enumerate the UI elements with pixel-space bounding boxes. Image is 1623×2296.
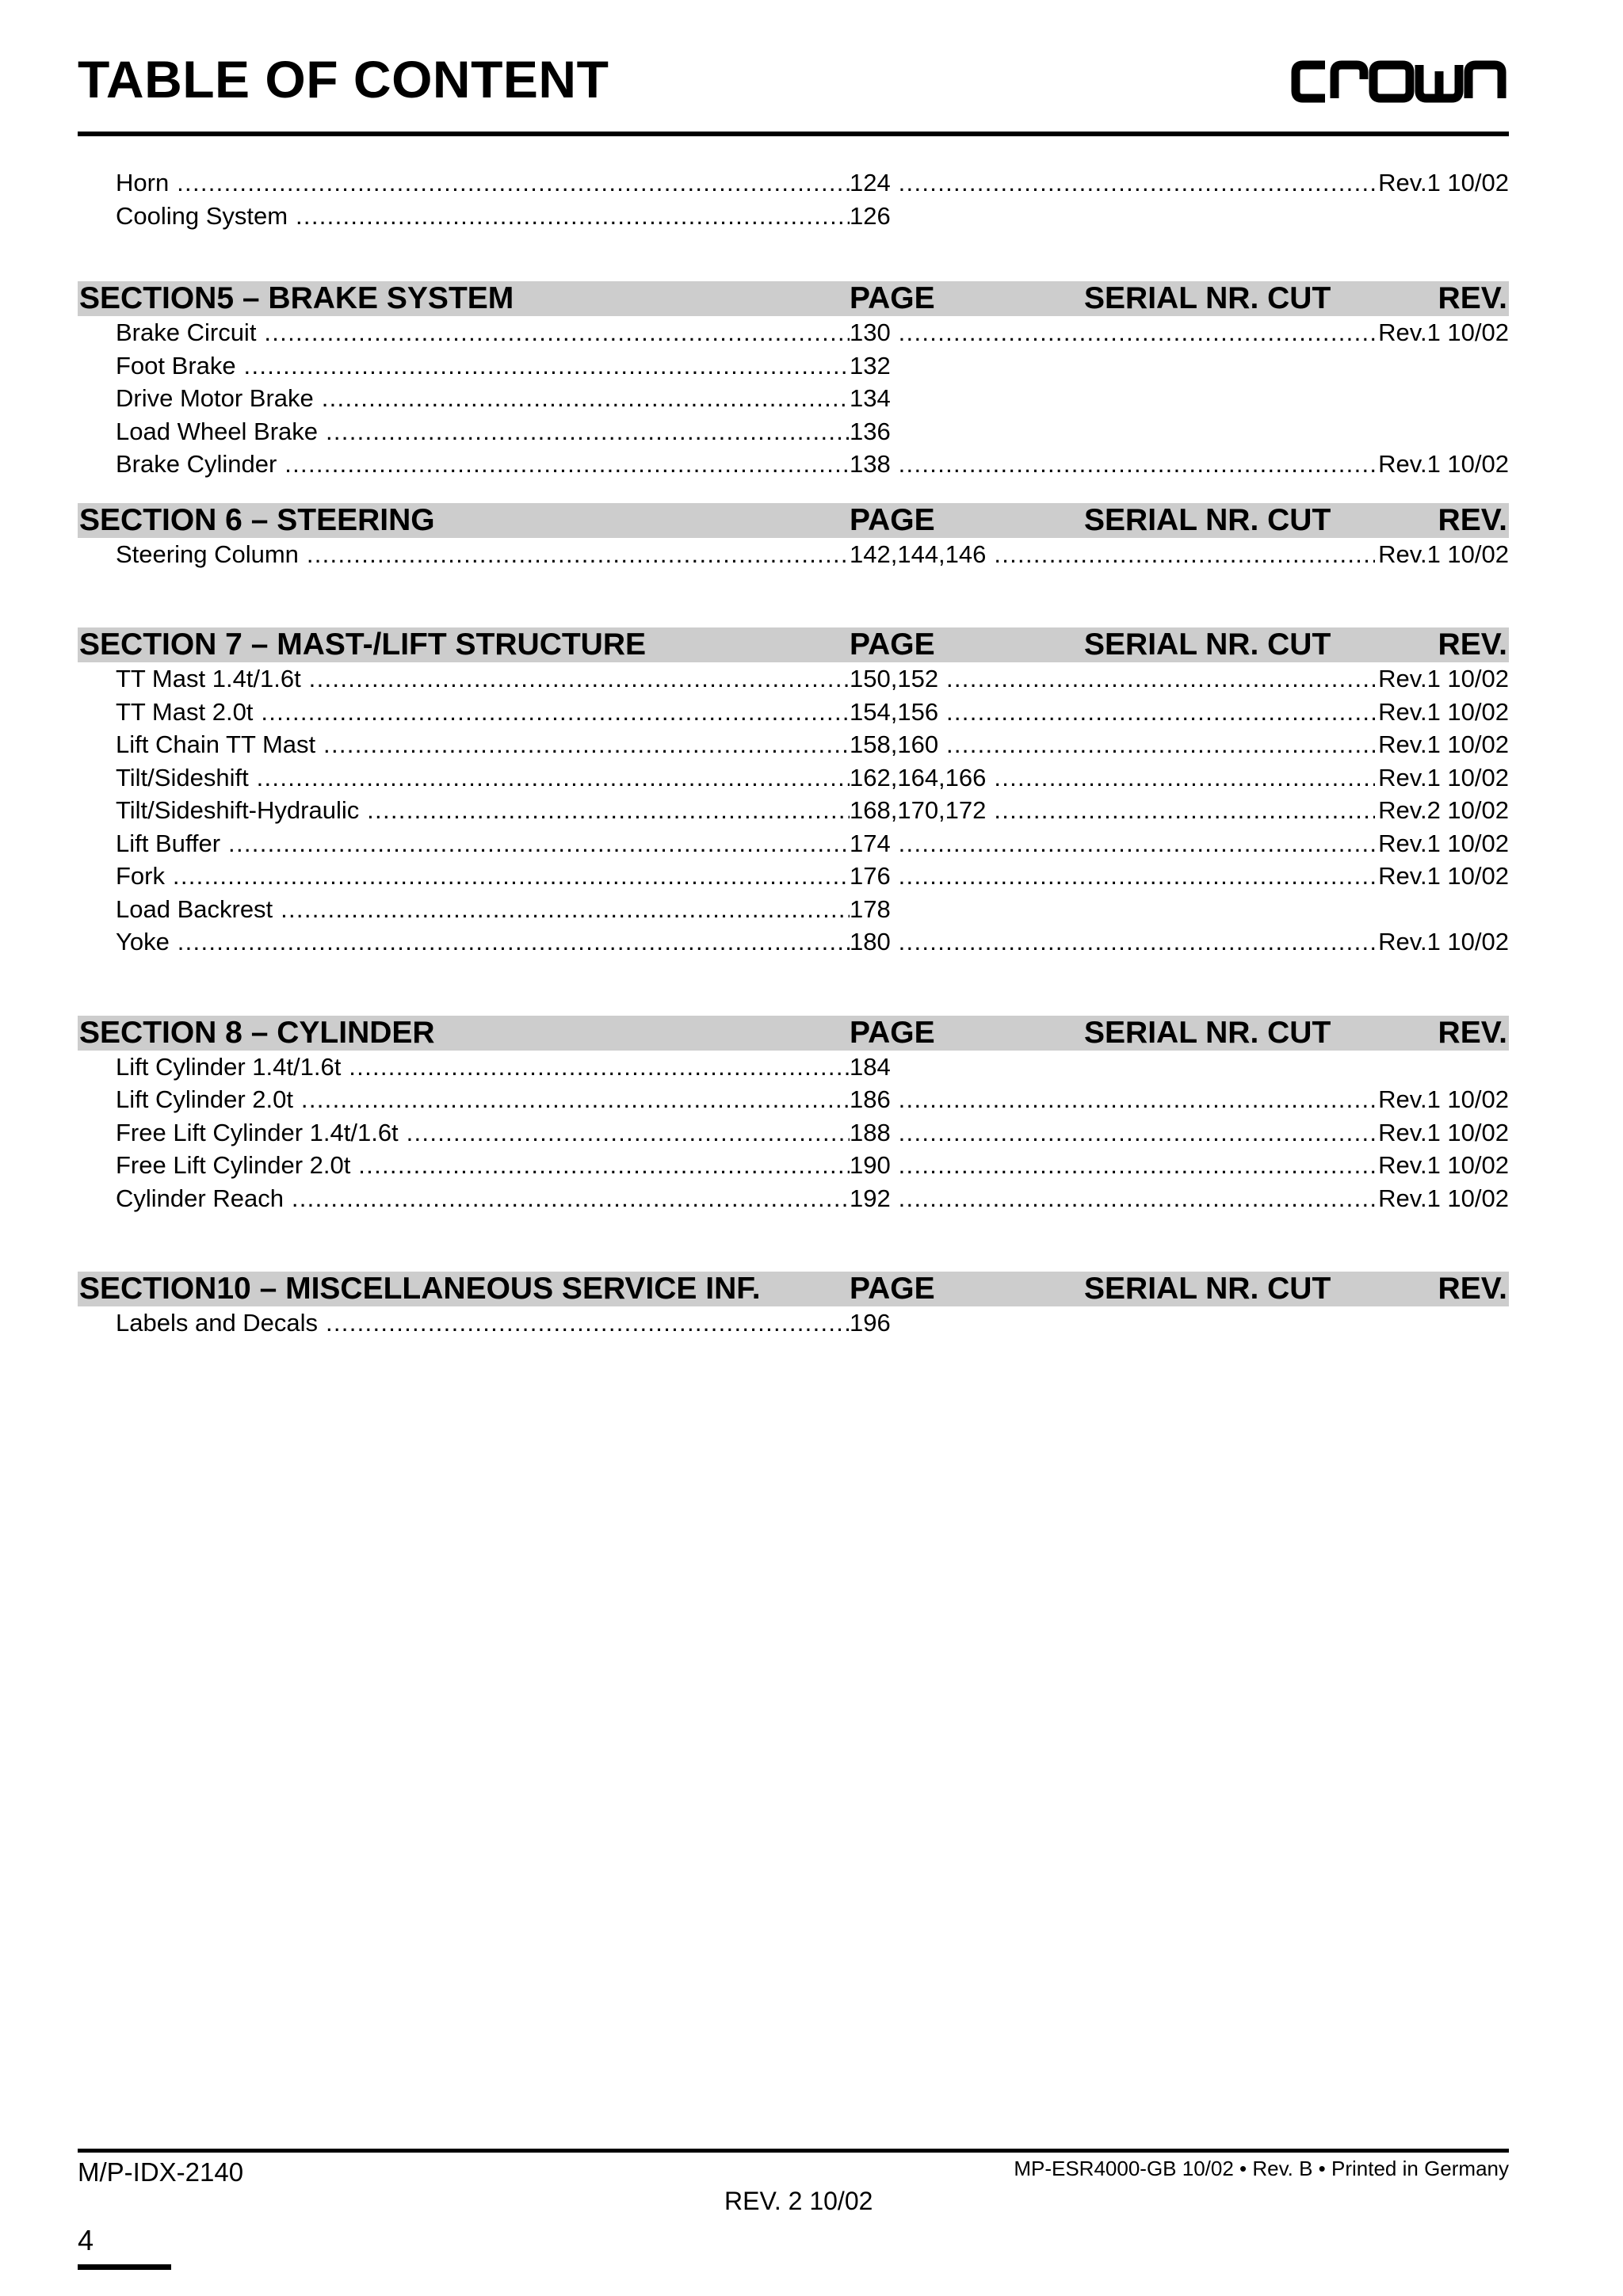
toc-entry — [78, 349, 1509, 383]
column-rev: REV. — [1438, 281, 1507, 315]
column-page: PAGE — [850, 1272, 935, 1306]
entry-page: 162,164,166 ..... — [850, 761, 1457, 795]
entry-label: Lift Chain TT Mast ..... — [116, 728, 878, 761]
entry-page: 136 — [850, 415, 1457, 448]
toc-entry — [78, 200, 1509, 233]
entry-page: 178 — [850, 893, 1457, 926]
entry-rev: Rev.2 10/02 — [1375, 794, 1509, 827]
entry-page: 126 — [850, 200, 1457, 233]
toc-entry — [78, 538, 1509, 571]
entry-page: 190 ..... — [850, 1149, 1457, 1182]
entry-label: Yoke ..... — [116, 925, 878, 959]
column-rev: REV. — [1438, 1015, 1507, 1050]
toc-section-steering — [78, 503, 1509, 571]
entry-label: Lift Buffer ..... — [116, 827, 878, 860]
entry-label: Free Lift Cylinder 2.0t ..... — [116, 1149, 878, 1182]
toc-section-miscellaneous — [78, 1272, 1509, 1340]
entry-rev: Rev.1 10/02 — [1375, 761, 1509, 795]
toc-entry — [78, 662, 1509, 696]
entry-rev: Rev.1 10/02 — [1375, 316, 1509, 349]
toc-entry — [78, 761, 1509, 795]
entry-label: Fork ..... — [116, 860, 878, 893]
toc-entry — [78, 1306, 1509, 1340]
section-header — [78, 281, 1509, 316]
section-header — [78, 503, 1509, 538]
entry-page: 150,152 ..... — [850, 662, 1457, 696]
entry-label: Lift Cylinder 1.4t/1.6t ..... — [116, 1051, 878, 1084]
section-title: SECTION 8 – CYLINDER — [79, 1015, 435, 1050]
page-number: 4 — [78, 2224, 94, 2256]
toc-section-mast-lift — [78, 627, 1509, 959]
entry-page: 186 ..... — [850, 1083, 1457, 1116]
entry-label: Steering Column ..... — [116, 538, 878, 571]
toc-section-cylinder — [78, 1016, 1509, 1215]
entry-page: 154,156 ..... — [850, 696, 1457, 729]
entry-page: 188 ..... — [850, 1116, 1457, 1150]
column-page: PAGE — [850, 502, 935, 537]
toc-entry — [78, 925, 1509, 959]
column-rev: REV. — [1438, 1272, 1507, 1306]
entry-rev: Rev.1 10/02 — [1375, 860, 1509, 893]
section-header — [78, 1016, 1509, 1051]
entry-page: 168,170,172 ..... — [850, 794, 1457, 827]
entry-rev: Rev.1 10/02 — [1375, 696, 1509, 729]
toc-entry — [78, 1116, 1509, 1150]
entry-label: Brake Cylinder ..... — [116, 448, 878, 481]
crown-logo — [1290, 55, 1509, 108]
toc-entry — [78, 827, 1509, 860]
entry-label: Load Backrest ..... — [116, 893, 878, 926]
entry-rev: Rev.1 10/02 — [1375, 1116, 1509, 1150]
toc-section-continuation — [78, 166, 1509, 232]
toc-entry — [78, 1083, 1509, 1116]
entry-page: 196 — [850, 1306, 1457, 1340]
entry-label: Tilt/Sideshift ..... — [116, 761, 878, 795]
entry-rev: Rev.1 10/02 — [1375, 538, 1509, 571]
toc-entry — [78, 415, 1509, 448]
entry-label: Drive Motor Brake ..... — [116, 382, 878, 415]
entry-page: 192 ..... — [850, 1182, 1457, 1215]
column-serial: SERIAL NR. CUT — [1084, 1015, 1331, 1050]
entry-page: 158,160 ..... — [850, 728, 1457, 761]
entry-page: 176 ..... — [850, 860, 1457, 893]
table-of-contents — [78, 166, 1509, 1340]
page-title: TABLE OF CONTENT — [78, 50, 609, 109]
column-page: PAGE — [850, 1015, 935, 1050]
section-title: SECTION5 – BRAKE SYSTEM — [79, 281, 514, 315]
entry-label: TT Mast 1.4t/1.6t ..... — [116, 662, 878, 696]
toc-entry — [78, 860, 1509, 893]
column-serial: SERIAL NR. CUT — [1084, 281, 1331, 315]
toc-entry — [78, 794, 1509, 827]
entry-rev: Rev.1 10/02 — [1375, 1182, 1509, 1215]
entry-rev: Rev.1 10/02 — [1375, 166, 1509, 200]
toc-entry — [78, 382, 1509, 415]
entry-label: Labels and Decals ..... — [116, 1306, 878, 1340]
entry-page: 138 ..... — [850, 448, 1457, 481]
entry-label: Load Wheel Brake ..... — [116, 415, 878, 448]
toc-entry — [78, 728, 1509, 761]
footer-rule — [78, 2149, 1509, 2153]
entry-label: Free Lift Cylinder 1.4t/1.6t ..... — [116, 1116, 878, 1150]
column-rev: REV. — [1438, 502, 1507, 537]
entry-page: 130 ..... — [850, 316, 1457, 349]
entry-rev: Rev.1 10/02 — [1375, 662, 1509, 696]
entry-page: 132 — [850, 349, 1457, 383]
entry-rev: Rev.1 10/02 — [1375, 448, 1509, 481]
toc-entry — [78, 316, 1509, 349]
entry-label: Horn ..... — [116, 166, 878, 200]
toc-section-brake-system — [78, 281, 1509, 481]
footer-doc-code: M/P-IDX-2140 — [78, 2157, 244, 2187]
toc-entry — [78, 893, 1509, 926]
entry-label: TT Mast 2.0t ..... — [116, 696, 878, 729]
page-number-rule — [78, 2264, 171, 2270]
toc-entry — [78, 166, 1509, 200]
header-rule — [78, 132, 1509, 136]
entry-rev: Rev.1 10/02 — [1375, 1149, 1509, 1182]
toc-entry — [78, 1149, 1509, 1182]
column-page: PAGE — [850, 281, 935, 315]
section-header — [78, 627, 1509, 662]
entry-label: Brake Circuit ..... — [116, 316, 878, 349]
entry-label: Foot Brake ..... — [116, 349, 878, 383]
entry-label: Lift Cylinder 2.0t ..... — [116, 1083, 878, 1116]
entry-rev: Rev.1 10/02 — [1375, 1083, 1509, 1116]
entry-page: 180 ..... — [850, 925, 1457, 959]
column-page: PAGE — [850, 627, 935, 662]
entry-label: Tilt/Sideshift-Hydraulic ..... — [116, 794, 878, 827]
entry-page: 134 — [850, 382, 1457, 415]
entry-page: 184 — [850, 1051, 1457, 1084]
footer-print-info: MP-ESR4000-GB 10/02 • Rev. B • Printed in Germany — [1014, 2157, 1509, 2180]
section-title: SECTION10 – MISCELLANEOUS SERVICE INF. — [79, 1272, 761, 1306]
toc-entry — [78, 448, 1509, 481]
column-serial: SERIAL NR. CUT — [1084, 502, 1331, 537]
entry-label: Cylinder Reach ..... — [116, 1182, 878, 1215]
section-title: SECTION 7 – MAST-/LIFT STRUCTURE — [79, 627, 647, 662]
toc-entry — [78, 1182, 1509, 1215]
column-rev: REV. — [1438, 627, 1507, 662]
entry-rev: Rev.1 10/02 — [1375, 925, 1509, 959]
toc-entry — [78, 1051, 1509, 1084]
entry-page: 174 ..... — [850, 827, 1457, 860]
entry-label: Cooling System ..... — [116, 200, 878, 233]
section-title: SECTION 6 – STEERING — [79, 502, 435, 537]
column-serial: SERIAL NR. CUT — [1084, 627, 1331, 662]
entry-page: 124 ..... — [850, 166, 1457, 200]
entry-rev: Rev.1 10/02 — [1375, 728, 1509, 761]
footer-revision: REV. 2 10/02 — [724, 2187, 873, 2215]
section-header — [78, 1272, 1509, 1306]
column-serial: SERIAL NR. CUT — [1084, 1272, 1331, 1306]
entry-page: 142,144,146 ..... — [850, 538, 1457, 571]
toc-entry — [78, 696, 1509, 729]
entry-rev: Rev.1 10/02 — [1375, 827, 1509, 860]
